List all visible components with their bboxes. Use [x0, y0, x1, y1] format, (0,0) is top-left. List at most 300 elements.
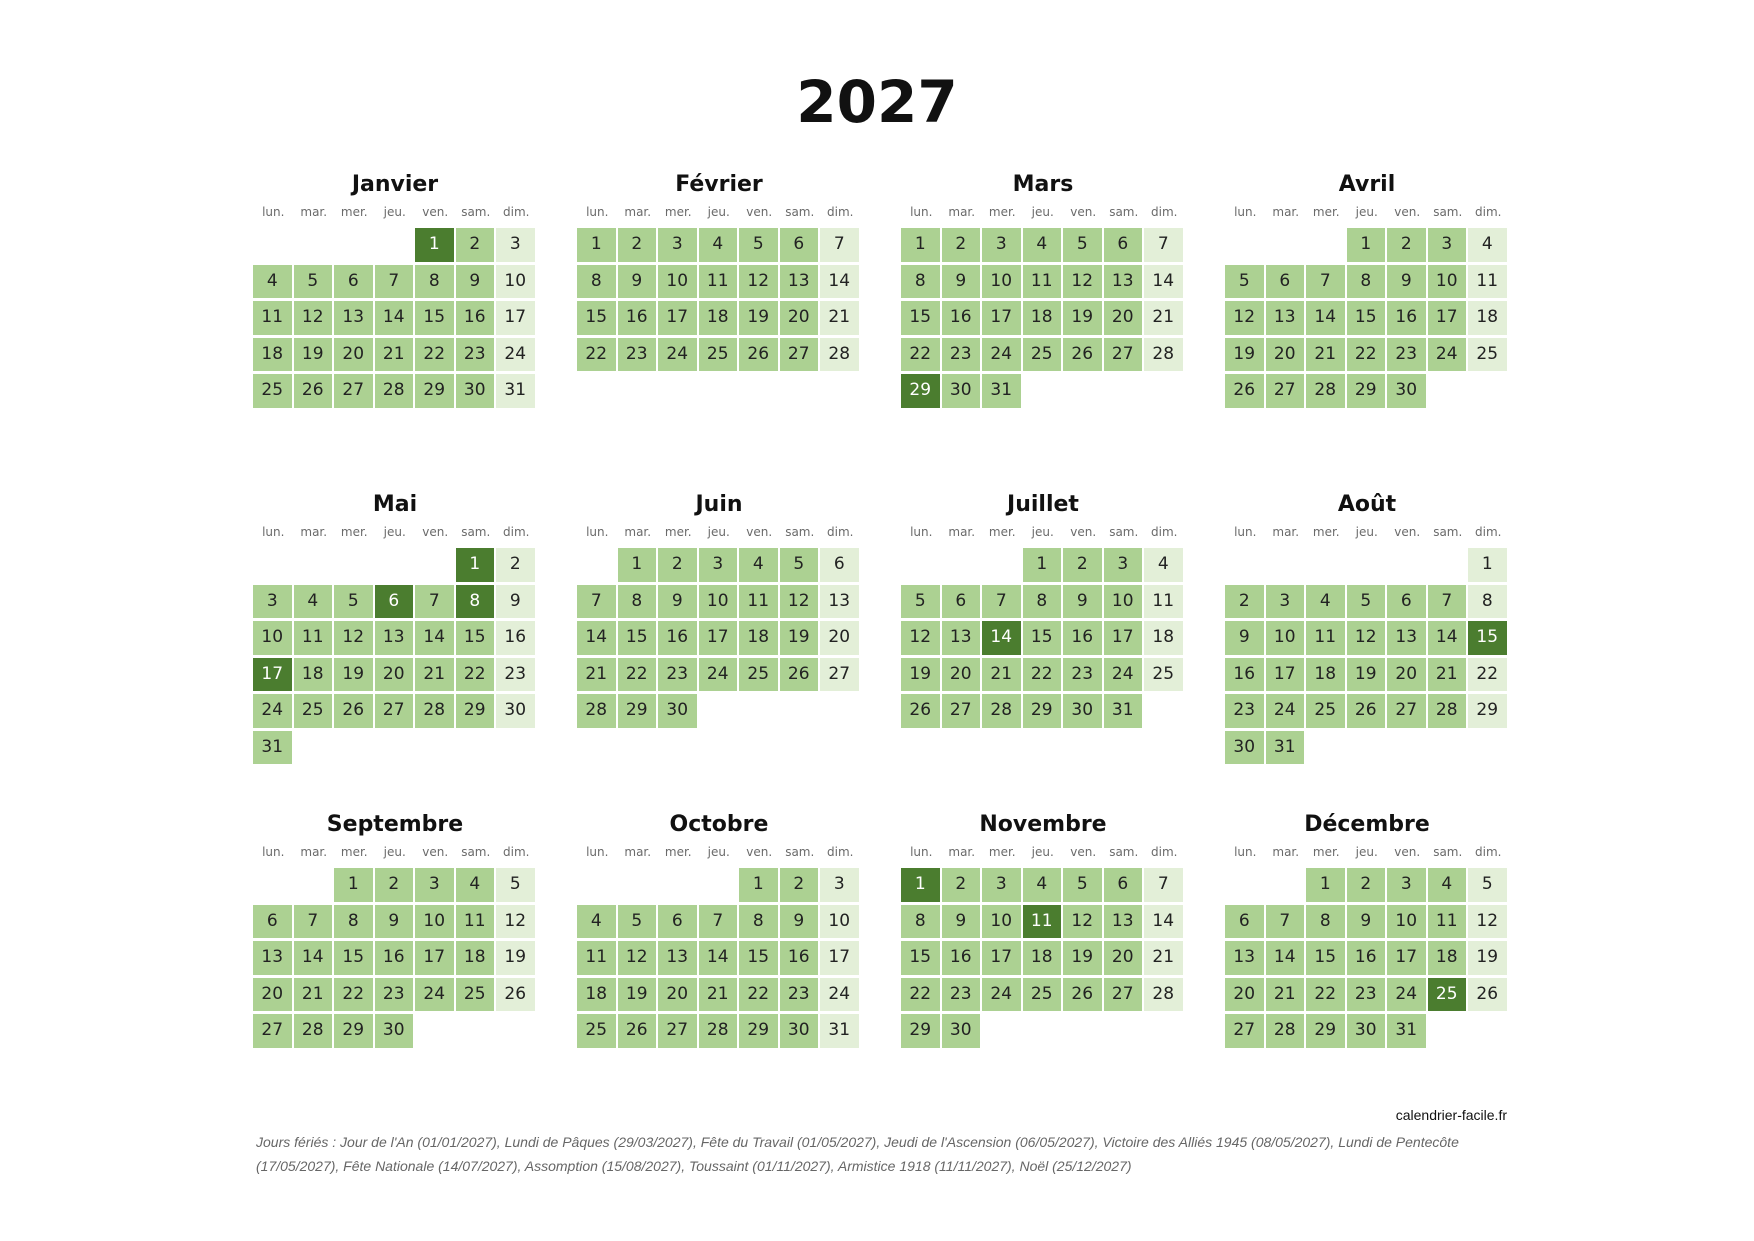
day-cell: 8: [739, 905, 780, 942]
day-cell: 25: [1428, 978, 1469, 1015]
day-cell: 1: [1306, 868, 1347, 905]
day-cell: 2: [1347, 868, 1388, 905]
days-grid: [253, 548, 537, 767]
day-cell: 22: [618, 658, 659, 695]
day-cell: 19: [496, 941, 537, 978]
day-cell: 18: [253, 338, 294, 375]
day-cell: 19: [901, 658, 942, 695]
weekday-label: mar.: [948, 205, 976, 219]
day-cell: 7: [982, 585, 1023, 622]
weekday-label: lun.: [262, 205, 285, 219]
day-cell: 29: [1347, 374, 1388, 411]
day-cell: 25: [577, 1014, 618, 1051]
day-cell: 20: [375, 658, 416, 695]
empty-cell: [334, 548, 375, 585]
weekday-label: lun.: [262, 525, 285, 539]
days-grid: [253, 228, 537, 411]
day-cell: 10: [1266, 621, 1307, 658]
day-cell: 7: [1306, 265, 1347, 302]
day-cell: 7: [415, 585, 456, 622]
weekday-label: jeu.: [383, 845, 406, 859]
day-cell: 13: [780, 265, 821, 302]
day-cell: 8: [901, 265, 942, 302]
day-cell: 12: [1063, 265, 1104, 302]
day-cell: 20: [1104, 941, 1145, 978]
day-cell: 4: [1428, 868, 1469, 905]
day-cell: 18: [1468, 301, 1509, 338]
weekday-label: mar.: [1272, 845, 1300, 859]
day-cell: 30: [780, 1014, 821, 1051]
day-cell: 12: [901, 621, 942, 658]
day-cell: 15: [1468, 621, 1509, 658]
day-cell: 28: [415, 694, 456, 731]
day-cell: 1: [334, 868, 375, 905]
weekday-label: jeu.: [1355, 845, 1378, 859]
day-cell: 4: [739, 548, 780, 585]
empty-cell: [294, 228, 335, 265]
day-cell: 10: [820, 905, 861, 942]
day-cell: 2: [375, 868, 416, 905]
weekday-header: [253, 840, 537, 864]
day-cell: 3: [699, 548, 740, 585]
day-cell: 11: [294, 621, 335, 658]
day-cell: 19: [334, 658, 375, 695]
weekday-label: lun.: [586, 205, 609, 219]
weekday-label: lun.: [1234, 845, 1257, 859]
weekday-header: [901, 840, 1185, 864]
day-cell: 28: [1266, 1014, 1307, 1051]
day-cell: 18: [1306, 658, 1347, 695]
day-cell: 8: [901, 905, 942, 942]
day-cell: 25: [1306, 694, 1347, 731]
day-cell: 12: [1347, 621, 1388, 658]
day-cell: 26: [618, 1014, 659, 1051]
day-cell: 25: [1468, 338, 1509, 375]
day-cell: 6: [1104, 868, 1145, 905]
day-cell: 26: [1063, 978, 1104, 1015]
day-cell: 22: [901, 338, 942, 375]
days-grid: [1225, 868, 1509, 1051]
day-cell: 27: [658, 1014, 699, 1051]
day-cell: 22: [1468, 658, 1509, 695]
day-cell: 24: [1266, 694, 1307, 731]
day-cell: 3: [1266, 585, 1307, 622]
weekday-label: dim.: [1475, 845, 1502, 859]
weekday-label: dim.: [503, 205, 530, 219]
day-cell: 21: [1266, 978, 1307, 1015]
day-cell: 20: [820, 621, 861, 658]
month-name: Novembre: [979, 812, 1107, 837]
day-cell: 2: [456, 228, 497, 265]
day-cell: 15: [1306, 941, 1347, 978]
weekday-label: ven.: [1070, 205, 1097, 219]
weekday-label: mar.: [624, 845, 652, 859]
day-cell: 22: [1023, 658, 1064, 695]
day-cell: 31: [496, 374, 537, 411]
day-cell: 15: [334, 941, 375, 978]
weekday-label: jeu.: [383, 205, 406, 219]
weekday-label: jeu.: [1031, 845, 1054, 859]
day-cell: 29: [1468, 694, 1509, 731]
day-cell: 15: [901, 941, 942, 978]
weekday-label: mer.: [664, 845, 692, 859]
empty-cell: [1306, 228, 1347, 265]
empty-cell: [1266, 868, 1307, 905]
day-cell: 20: [942, 658, 983, 695]
day-cell: 14: [1144, 265, 1185, 302]
day-cell: 28: [294, 1014, 335, 1051]
weekday-label: dim.: [503, 845, 530, 859]
day-cell: 18: [1144, 621, 1185, 658]
day-cell: 6: [658, 905, 699, 942]
weekday-label: mer.: [1312, 525, 1340, 539]
empty-cell: [1266, 228, 1307, 265]
day-cell: 26: [294, 374, 335, 411]
day-cell: 7: [294, 905, 335, 942]
weekday-label: mer.: [340, 525, 368, 539]
day-cell: 6: [253, 905, 294, 942]
weekday-label: ven.: [1070, 525, 1097, 539]
weekday-label: ven.: [1394, 525, 1421, 539]
month-8: [253, 810, 537, 1130]
day-cell: 8: [1306, 905, 1347, 942]
day-cell: 9: [1063, 585, 1104, 622]
empty-cell: [294, 868, 335, 905]
day-cell: 17: [1428, 301, 1469, 338]
month-2: [901, 170, 1185, 490]
day-cell: 4: [1306, 585, 1347, 622]
day-cell: 18: [1428, 941, 1469, 978]
empty-cell: [1428, 548, 1469, 585]
weekday-label: jeu.: [383, 525, 406, 539]
day-cell: 13: [1104, 265, 1145, 302]
day-cell: 1: [901, 868, 942, 905]
day-cell: 27: [780, 338, 821, 375]
day-cell: 13: [334, 301, 375, 338]
weekday-label: dim.: [1151, 845, 1178, 859]
day-cell: 29: [1023, 694, 1064, 731]
day-cell: 28: [699, 1014, 740, 1051]
day-cell: 14: [1428, 621, 1469, 658]
weekday-label: dim.: [1475, 525, 1502, 539]
day-cell: 28: [982, 694, 1023, 731]
empty-cell: [1225, 548, 1266, 585]
day-cell: 20: [780, 301, 821, 338]
empty-cell: [1225, 228, 1266, 265]
days-grid: [901, 868, 1185, 1051]
day-cell: 28: [820, 338, 861, 375]
weekday-label: sam.: [1109, 205, 1139, 219]
weekday-header: [253, 520, 537, 544]
weekday-header: [1225, 840, 1509, 864]
day-cell: 10: [658, 265, 699, 302]
day-cell: 9: [456, 265, 497, 302]
weekday-label: sam.: [1109, 845, 1139, 859]
day-cell: 18: [577, 978, 618, 1015]
day-cell: 12: [618, 941, 659, 978]
day-cell: 23: [1387, 338, 1428, 375]
weekday-label: ven.: [1394, 845, 1421, 859]
day-cell: 27: [820, 658, 861, 695]
empty-cell: [577, 548, 618, 585]
day-cell: 16: [496, 621, 537, 658]
day-cell: 16: [1387, 301, 1428, 338]
weekday-label: sam.: [461, 205, 491, 219]
month-name: Mai: [372, 492, 418, 517]
day-cell: 25: [1144, 658, 1185, 695]
day-cell: 9: [1387, 265, 1428, 302]
day-cell: 21: [982, 658, 1023, 695]
day-cell: 24: [982, 338, 1023, 375]
day-cell: 10: [1104, 585, 1145, 622]
empty-cell: [1306, 548, 1347, 585]
day-cell: 13: [1104, 905, 1145, 942]
day-cell: 29: [415, 374, 456, 411]
day-cell: 14: [820, 265, 861, 302]
month-5: [577, 490, 861, 810]
month-11: [1225, 810, 1509, 1130]
day-cell: 7: [820, 228, 861, 265]
month-1: [577, 170, 861, 490]
day-cell: 2: [1225, 585, 1266, 622]
day-cell: 2: [618, 228, 659, 265]
weekday-label: sam.: [461, 845, 491, 859]
day-cell: 26: [1225, 374, 1266, 411]
weekday-label: jeu.: [707, 205, 730, 219]
weekday-label: mar.: [624, 205, 652, 219]
day-cell: 21: [699, 978, 740, 1015]
day-cell: 3: [658, 228, 699, 265]
day-cell: 5: [739, 228, 780, 265]
weekday-label: sam.: [785, 845, 815, 859]
day-cell: 23: [1063, 658, 1104, 695]
weekday-label: sam.: [1433, 845, 1463, 859]
day-cell: 24: [1387, 978, 1428, 1015]
month-name: Janvier: [351, 172, 439, 197]
day-cell: 5: [1063, 228, 1104, 265]
day-cell: 16: [942, 941, 983, 978]
holidays-footnote: Jours fériés : Jour de l'An (01/01/2027), Lundi de Pâques (29/03/2027), Fête du Travail (01/05/2027), Jeudi de l'Ascension (06/05/2027), Victoire des Alliés 1945 (08/05/2027), Lundi de Pentecôte (17/05/2027), Fête Nationale (14/07/2027), Assomption (15/08/2027), Toussaint (01/11/2027), Armistice 1918 (11/11/2027), Noël (25/12/2027): [256, 1134, 1459, 1174]
day-cell: 6: [780, 228, 821, 265]
day-cell: 15: [739, 941, 780, 978]
day-cell: 23: [942, 338, 983, 375]
weekday-header: [577, 200, 861, 224]
empty-cell: [1225, 868, 1266, 905]
day-cell: 20: [334, 338, 375, 375]
day-cell: 30: [942, 1014, 983, 1051]
day-cell: 16: [456, 301, 497, 338]
day-cell: 30: [1225, 731, 1266, 768]
weekday-label: sam.: [1433, 525, 1463, 539]
day-cell: 11: [1468, 265, 1509, 302]
month-6: [901, 490, 1185, 810]
empty-cell: [901, 548, 942, 585]
day-cell: 25: [1023, 338, 1064, 375]
calendar-grid: [253, 170, 1509, 1130]
day-cell: 27: [942, 694, 983, 731]
day-cell: 16: [375, 941, 416, 978]
day-cell: 18: [739, 621, 780, 658]
day-cell: 3: [982, 868, 1023, 905]
day-cell: 24: [982, 978, 1023, 1015]
day-cell: 16: [942, 301, 983, 338]
day-cell: 31: [820, 1014, 861, 1051]
day-cell: 22: [739, 978, 780, 1015]
day-cell: 25: [1023, 978, 1064, 1015]
day-cell: 30: [375, 1014, 416, 1051]
day-cell: 19: [294, 338, 335, 375]
weekday-label: ven.: [746, 205, 773, 219]
day-cell: 28: [577, 694, 618, 731]
day-cell: 21: [415, 658, 456, 695]
day-cell: 20: [1387, 658, 1428, 695]
day-cell: 29: [901, 1014, 942, 1051]
weekday-label: mar.: [300, 525, 328, 539]
month-3: [1225, 170, 1509, 490]
day-cell: 23: [1225, 694, 1266, 731]
day-cell: 30: [658, 694, 699, 731]
day-cell: 19: [1347, 658, 1388, 695]
day-cell: 6: [942, 585, 983, 622]
day-cell: 6: [1266, 265, 1307, 302]
day-cell: 27: [1225, 1014, 1266, 1051]
day-cell: 12: [294, 301, 335, 338]
day-cell: 2: [942, 228, 983, 265]
month-10: [901, 810, 1185, 1130]
day-cell: 13: [1387, 621, 1428, 658]
day-cell: 12: [739, 265, 780, 302]
day-cell: 29: [456, 694, 497, 731]
day-cell: 17: [699, 621, 740, 658]
day-cell: 17: [658, 301, 699, 338]
month-name: Mars: [1012, 172, 1074, 197]
day-cell: 14: [699, 941, 740, 978]
day-cell: 26: [1063, 338, 1104, 375]
weekday-label: dim.: [1475, 205, 1502, 219]
empty-cell: [334, 228, 375, 265]
day-cell: 22: [415, 338, 456, 375]
weekday-label: jeu.: [1031, 205, 1054, 219]
weekday-label: mar.: [1272, 205, 1300, 219]
day-cell: 4: [1023, 868, 1064, 905]
day-cell: 24: [658, 338, 699, 375]
day-cell: 29: [1306, 1014, 1347, 1051]
days-grid: [577, 868, 861, 1051]
day-cell: 23: [942, 978, 983, 1015]
day-cell: 10: [982, 905, 1023, 942]
day-cell: 11: [1144, 585, 1185, 622]
day-cell: 6: [334, 265, 375, 302]
weekday-label: lun.: [1234, 205, 1257, 219]
day-cell: 31: [982, 374, 1023, 411]
day-cell: 5: [618, 905, 659, 942]
month-name: Avril: [1338, 172, 1396, 197]
day-cell: 7: [1428, 585, 1469, 622]
month-name: Août: [1337, 492, 1397, 517]
day-cell: 20: [1225, 978, 1266, 1015]
day-cell: 12: [1063, 905, 1104, 942]
day-cell: 24: [1104, 658, 1145, 695]
day-cell: 31: [253, 731, 294, 768]
day-cell: 26: [1468, 978, 1509, 1015]
day-cell: 23: [780, 978, 821, 1015]
day-cell: 9: [1347, 905, 1388, 942]
days-grid: [901, 228, 1185, 411]
day-cell: 8: [577, 265, 618, 302]
day-cell: 23: [658, 658, 699, 695]
day-cell: 30: [456, 374, 497, 411]
day-cell: 8: [334, 905, 375, 942]
day-cell: 4: [699, 228, 740, 265]
day-cell: 14: [1144, 905, 1185, 942]
weekday-label: sam.: [1433, 205, 1463, 219]
month-0: [253, 170, 537, 490]
day-cell: 2: [1063, 548, 1104, 585]
weekday-header: [577, 520, 861, 544]
day-cell: 4: [456, 868, 497, 905]
month-name: Juin: [695, 492, 743, 517]
days-grid: [1225, 548, 1509, 767]
day-cell: 10: [253, 621, 294, 658]
day-cell: 25: [294, 694, 335, 731]
day-cell: 1: [618, 548, 659, 585]
day-cell: 5: [496, 868, 537, 905]
day-cell: 9: [780, 905, 821, 942]
day-cell: 17: [1266, 658, 1307, 695]
day-cell: 1: [901, 228, 942, 265]
day-cell: 9: [1225, 621, 1266, 658]
weekday-label: ven.: [422, 525, 449, 539]
weekday-label: mer.: [988, 205, 1016, 219]
day-cell: 14: [982, 621, 1023, 658]
day-cell: 30: [1347, 1014, 1388, 1051]
day-cell: 24: [496, 338, 537, 375]
day-cell: 8: [456, 585, 497, 622]
day-cell: 8: [618, 585, 659, 622]
day-cell: 6: [375, 585, 416, 622]
day-cell: 20: [253, 978, 294, 1015]
day-cell: 14: [1306, 301, 1347, 338]
day-cell: 18: [699, 301, 740, 338]
day-cell: 22: [1347, 338, 1388, 375]
day-cell: 18: [1023, 301, 1064, 338]
day-cell: 25: [739, 658, 780, 695]
day-cell: 19: [739, 301, 780, 338]
day-cell: 18: [456, 941, 497, 978]
day-cell: 5: [1063, 868, 1104, 905]
month-name: Décembre: [1304, 812, 1430, 837]
day-cell: 25: [699, 338, 740, 375]
day-cell: 26: [334, 694, 375, 731]
empty-cell: [577, 868, 618, 905]
month-7: [1225, 490, 1509, 810]
day-cell: 17: [1104, 621, 1145, 658]
day-cell: 23: [456, 338, 497, 375]
day-cell: 24: [699, 658, 740, 695]
day-cell: 14: [375, 301, 416, 338]
day-cell: 29: [334, 1014, 375, 1051]
day-cell: 5: [294, 265, 335, 302]
day-cell: 7: [577, 585, 618, 622]
empty-cell: [1266, 548, 1307, 585]
month-name: Septembre: [326, 812, 464, 837]
weekday-label: mar.: [948, 845, 976, 859]
day-cell: 13: [1266, 301, 1307, 338]
day-cell: 16: [658, 621, 699, 658]
day-cell: 30: [496, 694, 537, 731]
day-cell: 7: [1144, 228, 1185, 265]
day-cell: 5: [780, 548, 821, 585]
